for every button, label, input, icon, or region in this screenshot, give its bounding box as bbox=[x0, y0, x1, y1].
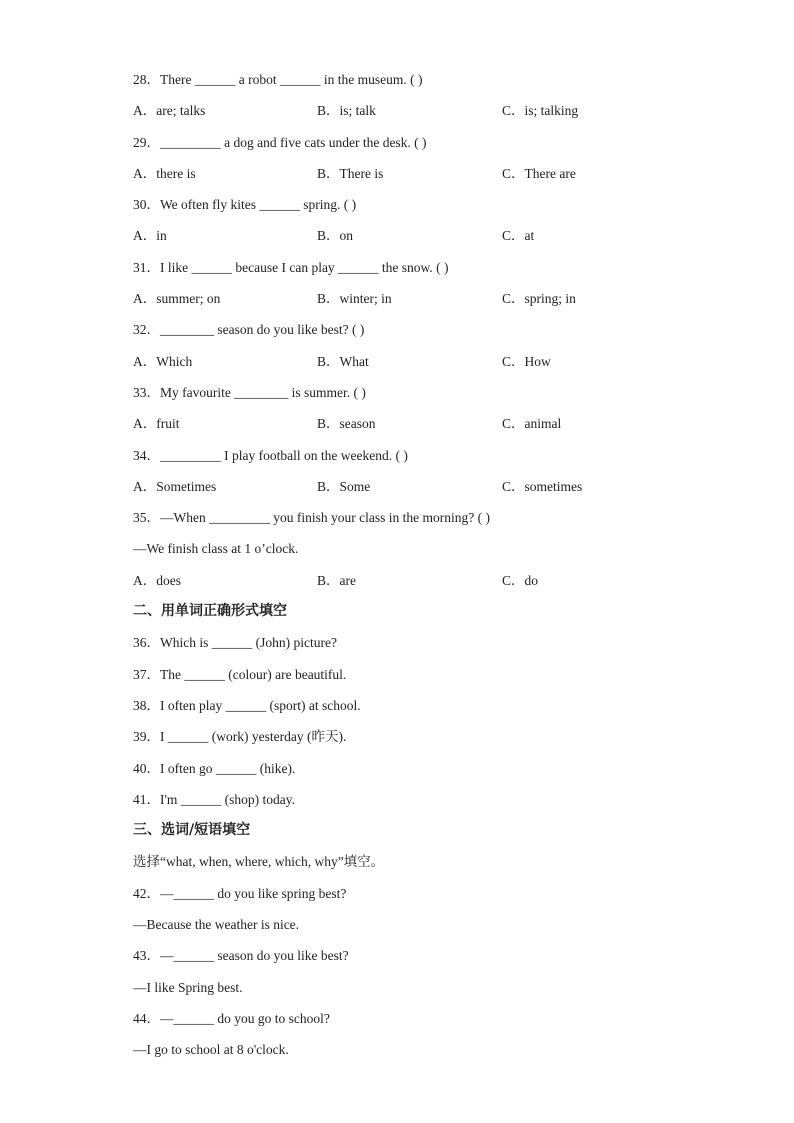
section-3-heading: 三、选词/短语填空 bbox=[133, 822, 251, 839]
question-31: 31．I like ______ because I can play ______ the snow. ( ) bbox=[133, 259, 449, 275]
question-44: 44．—______ do you go to school? bbox=[133, 1010, 330, 1026]
question-44-reply: —I go to school at 8 o'clock. bbox=[133, 1042, 289, 1058]
options-30 bbox=[133, 220, 733, 251]
options-34 bbox=[133, 471, 733, 502]
question-38: 38．I often play ______ (sport) at school. bbox=[133, 697, 361, 713]
question-43: 43．—______ season do you like best? bbox=[133, 948, 349, 964]
option-29-c: C．There are bbox=[502, 165, 576, 181]
options-31 bbox=[133, 283, 733, 314]
option-32-a: A．Which bbox=[133, 353, 193, 369]
option-28-c: C．is; talking bbox=[502, 103, 579, 119]
question-28: 28．There ______ a robot ______ in the museum. ( ) bbox=[133, 72, 423, 87]
option-35-c: C．do bbox=[502, 572, 539, 588]
options-35 bbox=[133, 565, 733, 596]
question-35-reply: —We finish class at 1 o’clock. bbox=[133, 541, 299, 557]
question-34: 34．_________ I play football on the weekend. ( ) bbox=[133, 447, 408, 463]
option-28-a: A．are; talks bbox=[133, 103, 206, 119]
option-32-b: B．What bbox=[317, 353, 369, 369]
option-30-c: C．at bbox=[502, 228, 535, 244]
options-29 bbox=[133, 158, 733, 189]
option-31-c: C．spring; in bbox=[502, 291, 576, 307]
question-42-reply: —Because the weather is nice. bbox=[133, 917, 300, 933]
question-36: 36．Which is ______ (John) picture? bbox=[133, 635, 337, 651]
question-30: 30．We often fly kites ______ spring. ( ) bbox=[133, 197, 357, 213]
option-31-a: A．summer; on bbox=[133, 291, 221, 307]
question-29: 29．_________ a dog and five cats under the desk. ( ) bbox=[133, 134, 427, 150]
question-41: 41．I'm ______ (shop) today. bbox=[133, 791, 296, 807]
section-2-heading: 二、用单词正确形式填空 bbox=[133, 603, 287, 620]
option-34-b: B．Some bbox=[317, 478, 371, 494]
option-29-a: A．there is bbox=[133, 165, 196, 181]
question-32: 32．________ season do you like best? ( ) bbox=[133, 322, 365, 338]
question-39: 39．I ______ (work) yesterday (昨天). bbox=[133, 729, 347, 745]
option-33-a: A．fruit bbox=[133, 416, 180, 432]
question-43-reply: —I like Spring best. bbox=[133, 979, 243, 995]
option-35-a: A．does bbox=[133, 572, 181, 588]
option-33-b: B．season bbox=[317, 416, 376, 432]
question-35: 35．—When _________ you finish your class in the morning? ( ) bbox=[133, 510, 490, 526]
question-37: 37．The ______ (colour) are beautiful. bbox=[133, 666, 347, 682]
option-33-c: C．animal bbox=[502, 416, 562, 432]
options-32 bbox=[133, 346, 733, 377]
option-34-a: A．Sometimes bbox=[133, 478, 217, 494]
question-42: 42．—______ do you like spring best? bbox=[133, 885, 347, 901]
options-28 bbox=[133, 95, 733, 126]
option-29-b: B．There is bbox=[317, 165, 384, 181]
option-31-b: B．winter; in bbox=[317, 291, 392, 307]
option-32-c: C．How bbox=[502, 353, 551, 369]
options-33 bbox=[133, 408, 733, 439]
option-35-b: B．are bbox=[317, 572, 356, 588]
section-3-instruction: 选择“what, when, where, which, why”填空。 bbox=[133, 854, 385, 870]
worksheet-page bbox=[133, 64, 733, 1066]
option-34-c: C．sometimes bbox=[502, 478, 583, 494]
option-28-b: B．is; talk bbox=[317, 103, 376, 119]
option-30-b: B．on bbox=[317, 228, 354, 244]
option-30-a: A．in bbox=[133, 228, 167, 244]
question-33: 33．My favourite ________ is summer. ( ) bbox=[133, 384, 366, 400]
question-40: 40．I often go ______ (hike). bbox=[133, 760, 296, 776]
